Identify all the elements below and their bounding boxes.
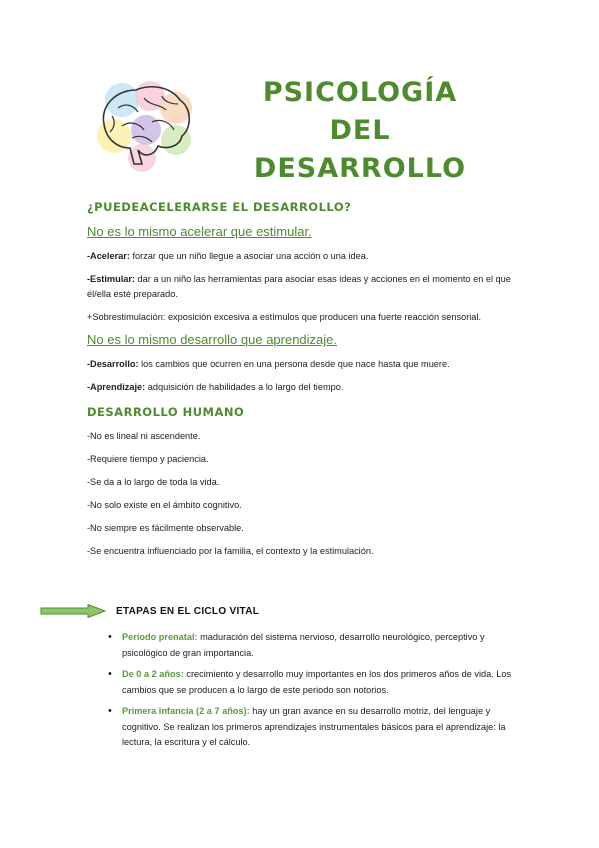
stages-list <box>108 630 518 757</box>
list-item: • Primera infancia (2 a 7 años): hay un gran avance en su desarrollo motriz, del lenguaje y cognitivo. Se realizan los primeros aprendizajes instrumentales básicos para el aprendizaje: la lectura, la escritura y el cálculo. <box>108 704 518 751</box>
section-heading-acelerar: ¿PUEDEACELERARSE EL DESARROLLO? <box>87 200 352 214</box>
list-item: • Periodo prenatal: maduración del sistema nervioso, desarrollo neurológico, perceptivo y psicológico de gran importancia. <box>108 630 518 661</box>
definition-acelerar: -Acelerar: forzar que un niño llegue a asociar una acción o una idea. <box>87 251 369 261</box>
list-item: -No es lineal ni ascendente. <box>87 431 201 441</box>
page-title <box>230 74 490 188</box>
definition-desarrollo: -Desarrollo: los cambios que ocurren en una persona desde que nace hasta que muere. <box>87 359 450 369</box>
definition-aprendizaje: -Aprendizaje: adquisición de habilidades a lo largo del tiempo. <box>87 381 344 392</box>
list-item: -Requiere tiempo y paciencia. <box>87 454 209 464</box>
right-arrow-icon <box>40 604 106 618</box>
list-item: -Se encuentra influenciado por la familia, el contexto y la estimulación. <box>87 546 374 556</box>
list-item: -No siempre es fácilmente observable. <box>87 523 244 533</box>
subheading-acelerar-estimular: No es lo mismo acelerar que estimular. <box>87 224 312 239</box>
stages-heading-row <box>40 604 259 618</box>
definition-estimular: -Estimular: dar a un niño las herramientas para asociar esas ideas y acciones en el momento en el que él/ella esté preparado. <box>87 273 511 299</box>
list-item: • De 0 a 2 años: crecimiento y desarrollo muy importantes en los dos primeros años de vida. Los cambios que se producen a lo largo de este periodo son notorios. <box>108 667 518 698</box>
brain-icon <box>92 78 198 174</box>
definition-sobrestimulacion: +Sobrestimulación: exposición excesiva a estímulos que producen una fuerte reacción sensorial. <box>87 311 482 322</box>
subheading-desarrollo-aprendizaje: No es lo mismo desarrollo que aprendizaje. <box>87 332 338 347</box>
section-heading-desarrollo-humano: DESARROLLO HUMANO <box>87 405 245 419</box>
main-content <box>87 200 527 567</box>
list-item: -No solo existe en el ámbito cognitivo. <box>87 500 242 510</box>
title-line-2: DESARROLLO <box>253 153 467 184</box>
list-item: -Se da a lo largo de toda la vida. <box>87 477 220 487</box>
title-line-1: PSICOLOGÍA DEL <box>262 77 458 146</box>
stages-title: ETAPAS EN EL CICLO VITAL <box>116 605 260 617</box>
